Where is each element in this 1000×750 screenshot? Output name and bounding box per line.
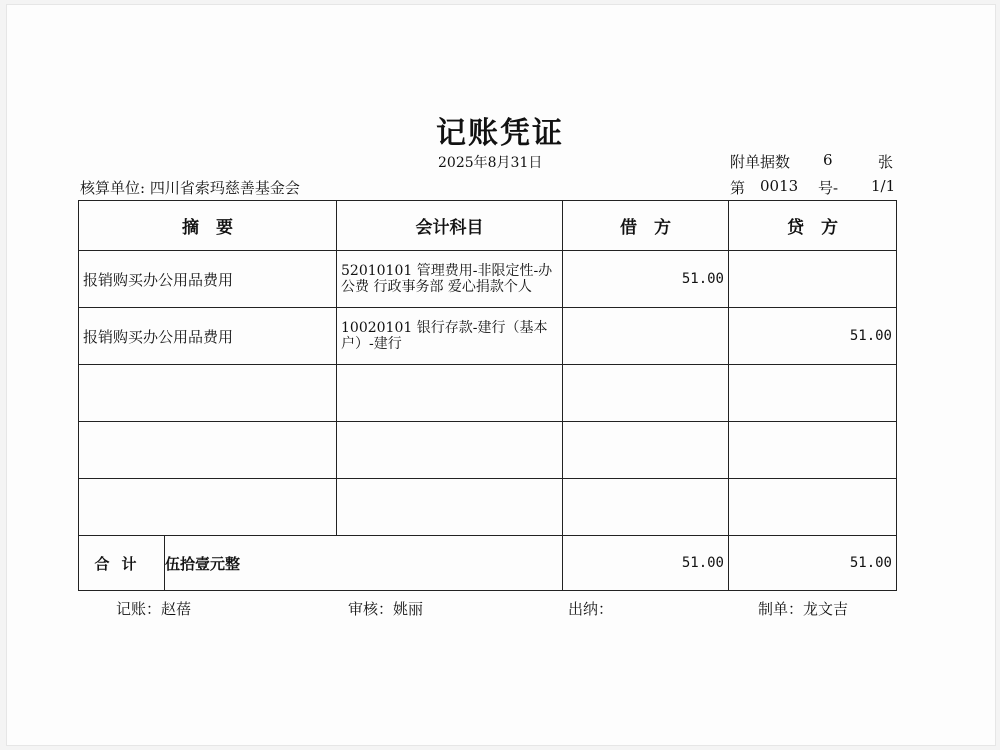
header-credit: 贷 方 xyxy=(729,201,897,251)
entry-credit: 51.00 xyxy=(729,308,897,365)
entry-credit xyxy=(729,251,897,308)
entry-debit xyxy=(563,365,729,422)
accounting-unit xyxy=(80,177,300,198)
entry-summary: 报销购买办公用品费用 xyxy=(79,251,337,308)
table-row xyxy=(79,251,897,308)
entry-summary xyxy=(79,422,337,479)
voucher-number-prefix: 第 xyxy=(730,179,746,197)
entry-summary xyxy=(79,479,337,536)
voucher-date: 2025年8月31日 xyxy=(438,155,543,171)
attachment-unit: 张 xyxy=(878,153,894,171)
total-row xyxy=(79,536,897,591)
table-row xyxy=(79,479,897,536)
entry-account xyxy=(337,365,563,422)
entry-debit xyxy=(563,479,729,536)
table-row xyxy=(79,422,897,479)
voucher-number-value: 0013 xyxy=(760,177,799,195)
table-row xyxy=(79,365,897,422)
header-summary: 摘 要 xyxy=(79,201,337,251)
entry-debit xyxy=(563,308,729,365)
accounting-unit-label: 核算单位: xyxy=(80,179,146,197)
entry-debit xyxy=(563,422,729,479)
table-row xyxy=(79,308,897,365)
entry-account: 52010101 管理费用-非限定性-办公费 行政事务部 爱心捐款个人 xyxy=(337,251,563,308)
total-label: 合计 xyxy=(79,536,165,591)
attachment-label: 附单据数 xyxy=(730,153,791,171)
voucher-title: 记账凭证 xyxy=(436,116,564,151)
entry-credit xyxy=(729,479,897,536)
entry-summary xyxy=(79,365,337,422)
entry-debit: 51.00 xyxy=(563,251,729,308)
entry-account xyxy=(337,422,563,479)
entry-summary: 报销购买办公用品费用 xyxy=(79,308,337,365)
footer-reviewer: 审核：姚丽 xyxy=(348,600,424,618)
header-account: 会计科目 xyxy=(337,201,563,251)
total-debit: 51.00 xyxy=(563,536,729,591)
footer-preparer: 制单：龙文吉 xyxy=(758,600,849,618)
voucher-page: 1/1 xyxy=(871,177,896,195)
total-amount-words: 伍拾壹元整 xyxy=(165,536,563,591)
footer-cashier: 出纳： xyxy=(568,600,614,618)
entry-credit xyxy=(729,422,897,479)
footer-bookkeeper: 记账：赵蓓 xyxy=(116,600,192,618)
voucher-number-suffix: 号- xyxy=(818,179,839,197)
table-header-row xyxy=(79,201,897,251)
accounting-unit-value: 四川省索玛慈善基金会 xyxy=(149,179,300,197)
total-credit: 51.00 xyxy=(729,536,897,591)
voucher-table xyxy=(78,200,897,591)
entry-account xyxy=(337,479,563,536)
entry-credit xyxy=(729,365,897,422)
entry-account: 10020101 银行存款-建行（基本户）-建行 xyxy=(337,308,563,365)
header-debit: 借 方 xyxy=(563,201,729,251)
attachment-number: 6 xyxy=(823,151,833,169)
